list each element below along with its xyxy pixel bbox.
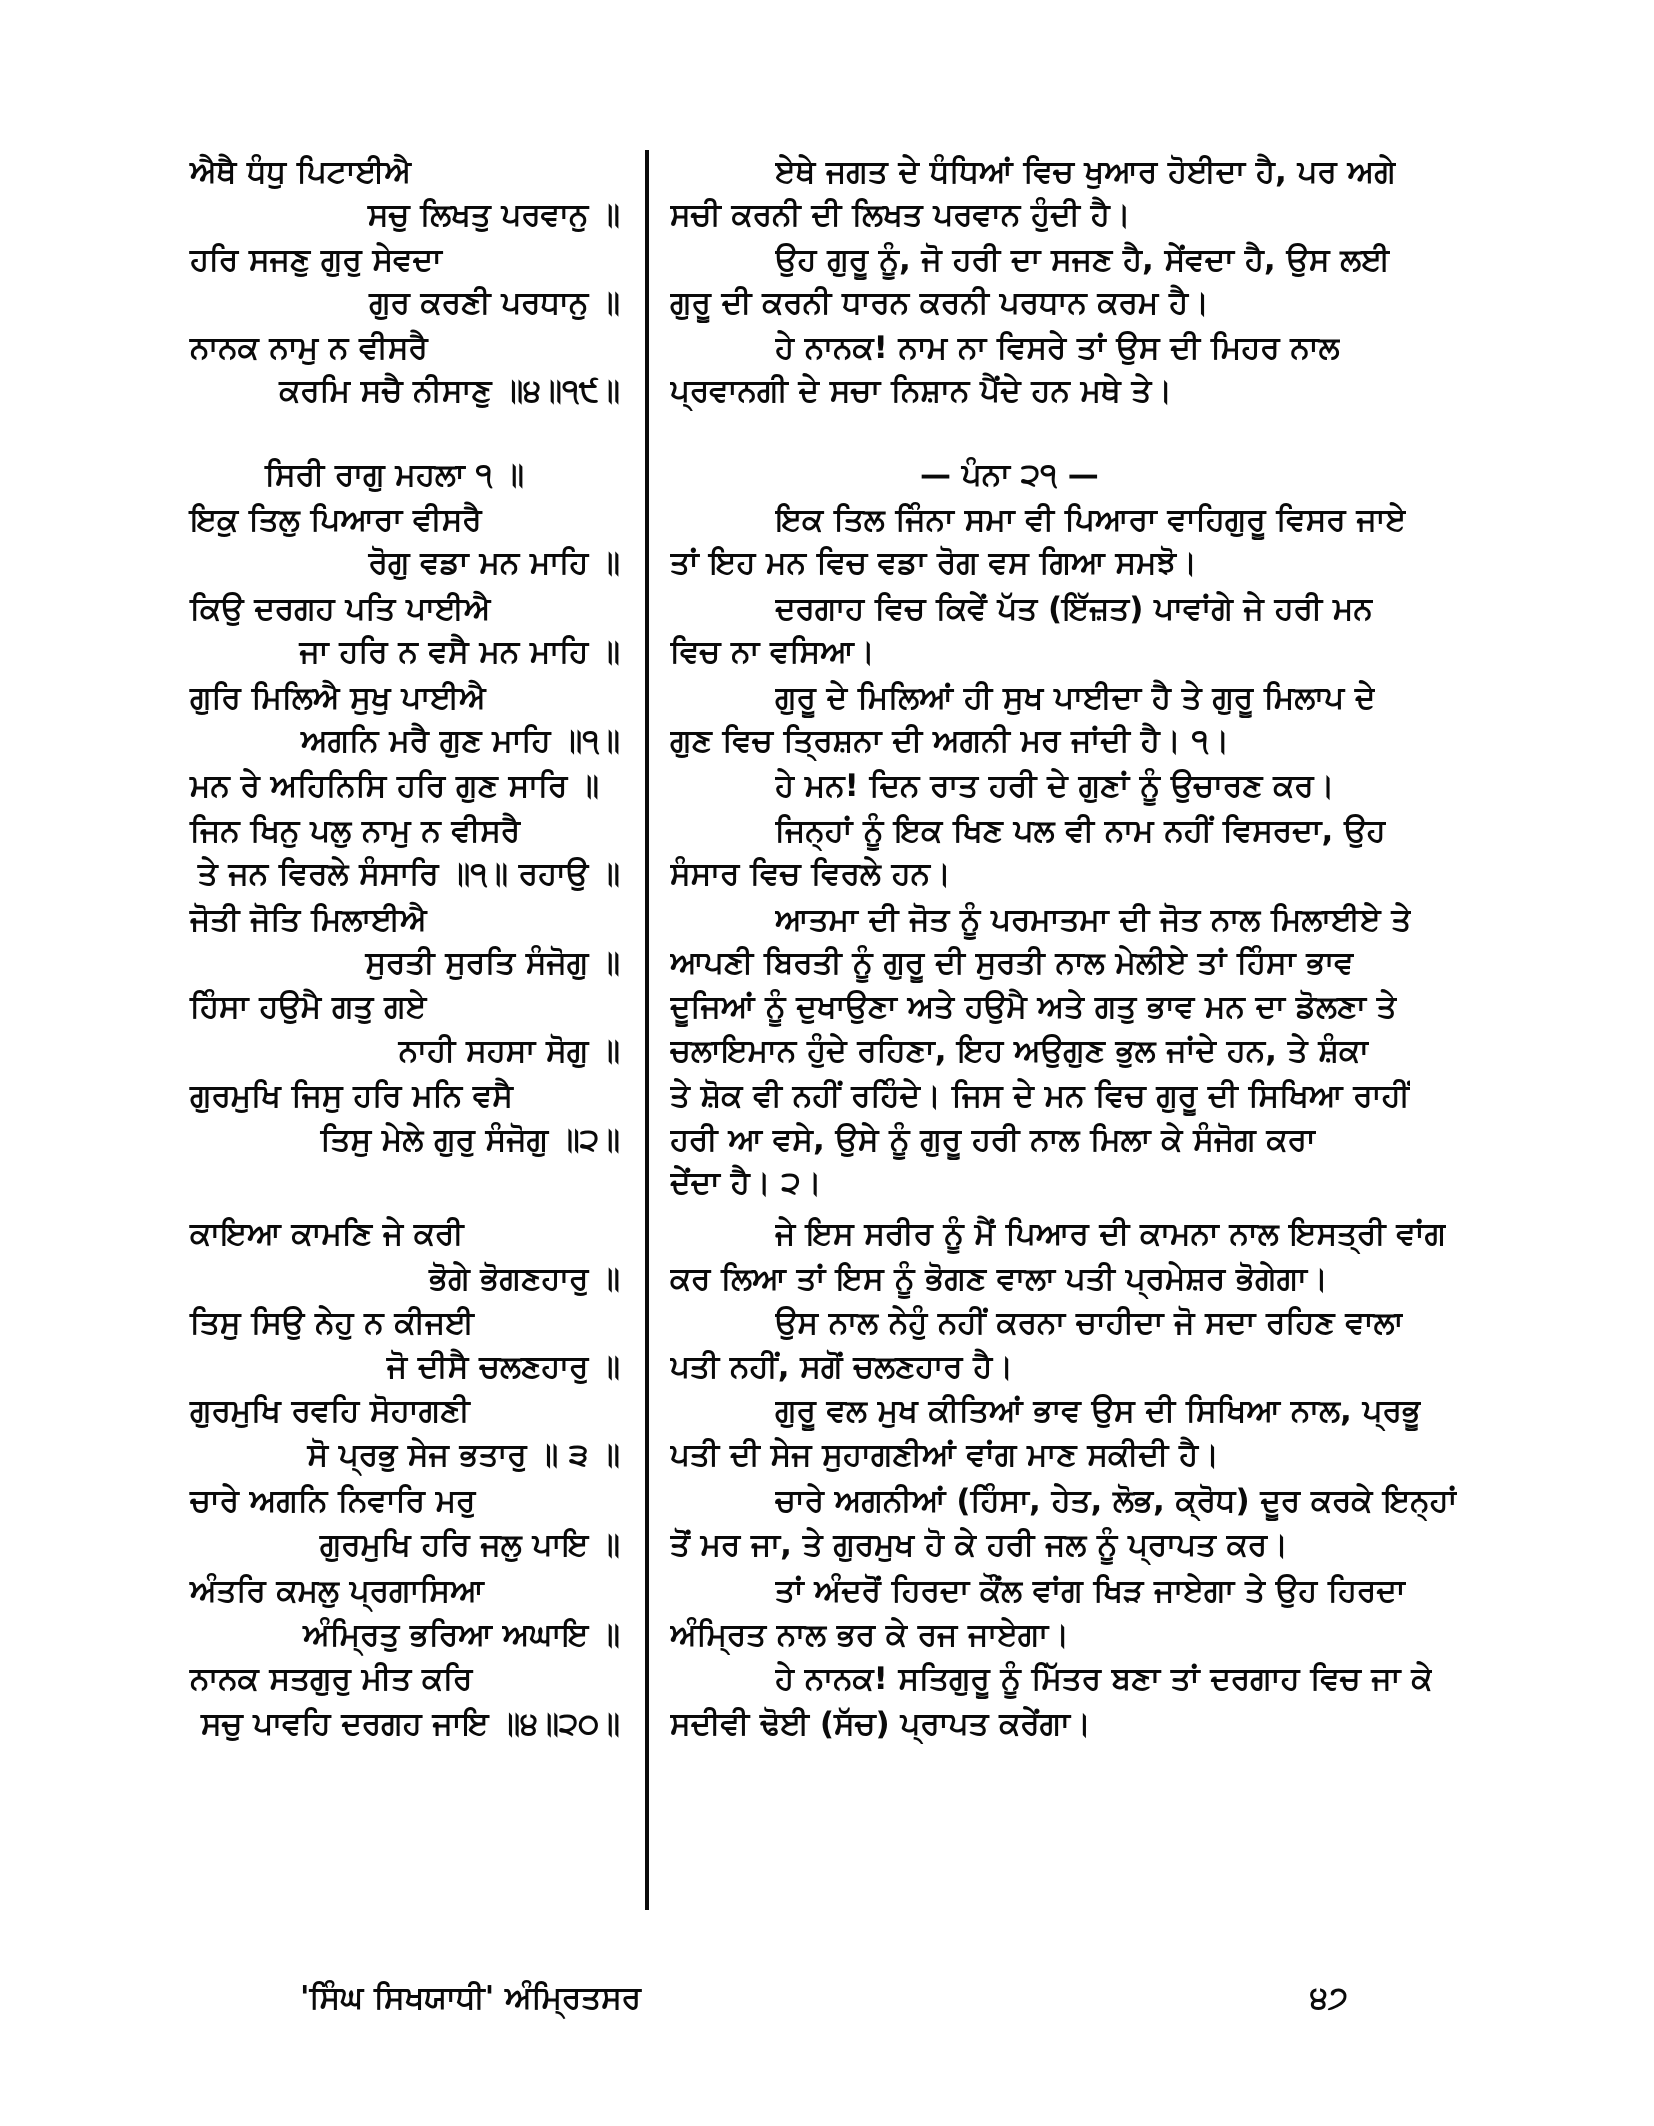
gurbani-line: ਤਿਸੁ ਸਿਉ ਨੇਹੁ ਨ ਕੀਜਈ	[190, 1305, 474, 1341]
translation-line: ਵਿਚ ਨਾ ਵਸਿਆ।	[670, 634, 875, 670]
translation-line: ਸੰਸਾਰ ਵਿਚ ਵਿਰਲੇ ਹਨ।	[670, 856, 951, 892]
gurbani-line: ਕਰਮਿ ਸਚੈ ਨੀਸਾਣੁ ॥੪॥੧੯॥	[279, 373, 620, 409]
translation-line: ਗੁਰੂ ਵਲ ਮੁਖ ਕੀਤਿਆਂ ਭਾਵ ਉਸ ਦੀ ਸਿਖਿਆ ਨਾਲ, ਪ੍ਰਭੂ	[775, 1393, 1421, 1429]
gurbani-line: ਕਿਉ ਦਰਗਹ ਪਤਿ ਪਾਈਐ	[190, 591, 491, 627]
translation-line: ਉਹ ਗੁਰੂ ਨੂੰ, ਜੋ ਹਰੀ ਦਾ ਸਜਣ ਹੈ, ਸੇਂਵਦਾ ਹੈ, ਉਸ ਲਈ	[775, 242, 1391, 278]
translation-line: ਕਰ ਲਿਆ ਤਾਂ ਇਸ ਨੂੰ ਭੋਗਣ ਵਾਲਾ ਪਤੀ ਪ੍ਰਮੇਸ਼ਰ ਭੋਗੇਗਾ।	[670, 1261, 1328, 1297]
translation-line: ਇਕ ਤਿਲ ਜਿੰਨਾ ਸਮਾ ਵੀ ਪਿਆਰਾ ਵਾਹਿਗੁਰੂ ਵਿਸਰ ਜਾਏ	[775, 502, 1407, 538]
gurbani-line: ਇਕੁ ਤਿਲੁ ਪਿਆਰਾ ਵੀਸਰੈ	[190, 502, 482, 538]
translation-line: ਤਾਂ ਅੰਦਰੋਂ ਹਿਰਦਾ ਕੌਂਲ ਵਾਂਗ ਖਿੜ ਜਾਏਗਾ ਤੇ ਉਹ ਹਿਰਦਾ	[775, 1573, 1406, 1609]
translation-line: ਸਦੀਵੀ ਢੋਈ (ਸੱਚ) ਪ੍ਰਾਪਤ ਕਰੇਂਗਾ।	[670, 1706, 1091, 1742]
translation-line: ਹੇ ਮਨ! ਦਿਨ ਰਾਤ ਹਰੀ ਦੇ ਗੁਣਾਂ ਨੂੰ ਉਚਾਰਣ ਕਰ।	[775, 768, 1335, 804]
translation-line: ਦੇਂਦਾ ਹੈ। ੨।	[670, 1165, 822, 1201]
publisher-credit: 'ਸਿੰਘ ਸਿਖਯਾਧੀ' ਅੰਮ੍ਰਿਤਸਰ	[300, 1980, 641, 2016]
translation-line: ਏਥੇ ਜਗਤ ਦੇ ਧੰਧਿਆਂ ਵਿਚ ਖੁਆਰ ਹੋਈਦਾ ਹੈ, ਪਰ ਅਗੇ	[775, 154, 1396, 190]
translation-line: ਸਚੀ ਕਰਨੀ ਦੀ ਲਿਖਤ ਪਰਵਾਨ ਹੁੰਦੀ ਹੈ।	[670, 197, 1131, 233]
translation-line: ਹਰੀ ਆ ਵਸੇ, ਉਸੇ ਨੂੰ ਗੁਰੂ ਹਰੀ ਨਾਲ ਮਿਲਾ ਕੇ ਸੰਜੋਗ ਕਰਾ	[670, 1122, 1316, 1158]
gurbani-line: ਮਨ ਰੇ ਅਹਿਨਿਸਿ ਹਰਿ ਗੁਣ ਸਾਰਿ ॥	[190, 768, 600, 804]
gurbani-line: ਗੁਰ ਕਰਣੀ ਪਰਧਾਨੁ ॥	[369, 285, 620, 321]
translation-line: ਗੁਰੂ ਦੇ ਮਿਲਿਆਂ ਹੀ ਸੁਖ ਪਾਈਦਾ ਹੈ ਤੇ ਗੁਰੂ ਮਿਲਾਪ ਦੇ	[775, 680, 1376, 716]
translation-line: ਚਾਰੇ ਅਗਨੀਆਂ (ਹਿੰਸਾ, ਹੇਤ, ਲੋਭ, ਕ੍ਰੋਧ) ਦੂਰ ਕਰਕੇ ਇਨ੍ਹਾਂ	[775, 1483, 1458, 1519]
gurbani-line: ਐਥੈ ਧੰਧੁ ਪਿਟਾਈਐ	[190, 154, 411, 190]
gurbani-line: ਸੁਰਤੀ ਸੁਰਤਿ ਸੰਜੋਗੁ ॥	[365, 945, 620, 981]
translation-line: ਪਤੀ ਨਹੀਂ, ਸਗੋਂ ਚਲਣਹਾਰ ਹੈ।	[670, 1349, 1014, 1385]
gurbani-line: ਗੁਰਮੁਖਿ ਰਵਹਿ ਸੋਹਾਗਣੀ	[190, 1393, 470, 1429]
gurbani-line: ਹਿੰਸਾ ਹਉਮੈ ਗਤੁ ਗਏ	[190, 989, 427, 1025]
gurbani-line: ਗੁਰਮੁਖਿ ਹਰਿ ਜਲੁ ਪਾਇ ॥	[319, 1527, 620, 1563]
gurbani-line: ਨਾਹੀ ਸਹਸਾ ਸੋਗੁ ॥	[398, 1033, 620, 1069]
translation-line: ਦੂਜਿਆਂ ਨੂੰ ਦੁਖਾਉਣਾ ਅਤੇ ਹਉਮੈ ਅਤੇ ਗਤੁ ਭਾਵ ਮਨ ਦਾ ਡੋਲਣਾ ਤੇ	[670, 989, 1397, 1025]
page-number: ੪੭	[1310, 1980, 1348, 2016]
gurbani-line: ਗੁਰਮੁਖਿ ਜਿਸੁ ਹਰਿ ਮਨਿ ਵਸੈ	[190, 1078, 513, 1114]
translation-line: — ਪੰਨਾ ੨੧ —	[920, 457, 1099, 493]
gurbani-line: ਸੋ ਪ੍ਰਭੁ ਸੇਜ ਭਤਾਰੁ ॥ ੩ ॥	[307, 1437, 620, 1473]
translation-line: ਆਪਣੀ ਬਿਰਤੀ ਨੂੰ ਗੁਰੂ ਦੀ ਸੁਰਤੀ ਨਾਲ ਮੇਲੀਏ ਤਾਂ ਹਿੰਸਾ ਭਾਵ	[670, 945, 1354, 981]
translation-line: ਦਰਗਾਹ ਵਿਚ ਕਿਵੇਂ ਪੱਤ (ਇੱਜ਼ਤ) ਪਾਵਾਂਗੇ ਜੇ ਹਰੀ ਮਨ	[775, 591, 1373, 627]
gurbani-line: ਕਾਇਆ ਕਾਮਣਿ ਜੇ ਕਰੀ	[190, 1216, 464, 1252]
gurbani-line: ਸਚੁ ਪਾਵਹਿ ਦਰਗਹ ਜਾਇ ॥੪॥੨੦॥	[200, 1706, 620, 1742]
gurbani-line: ਜੋ ਦੀਸੈ ਚਲਣਹਾਰੁ ॥	[386, 1349, 620, 1385]
gurbani-line: ਚਾਰੇ ਅਗਨਿ ਨਿਵਾਰਿ ਮਰੁ	[190, 1483, 476, 1519]
translation-line: ਆਤਮਾ ਦੀ ਜੋਤ ਨੂੰ ਪਰਮਾਤਮਾ ਦੀ ਜੋਤ ਨਾਲ ਮਿਲਾਈਏ ਤੇ	[775, 902, 1412, 938]
gurbani-line: ਜਾ ਹਰਿ ਨ ਵਸੈ ਮਨ ਮਾਹਿ ॥	[299, 634, 620, 670]
gurbani-line: ਸਿਰੀ ਰਾਗੁ ਮਹਲਾ ੧ ॥	[265, 457, 524, 493]
translation-line: ਤੋਂ ਮਰ ਜਾ, ਤੇ ਗੁਰਮੁਖ ਹੋ ਕੇ ਹਰੀ ਜਲ ਨੂੰ ਪ੍ਰਾਪਤ ਕਰ।	[670, 1527, 1289, 1563]
translation-line: ਚਲਾਇਮਾਨ ਹੁੰਦੇ ਰਹਿਣਾ, ਇਹ ਅਉਗੁਣ ਭੁਲ ਜਾਂਦੇ ਹਨ, ਤੇ ਸ਼ੰਕਾ	[670, 1033, 1370, 1069]
translation-line: ਪ੍ਰਵਾਨਗੀ ਦੇ ਸਚਾ ਨਿਸ਼ਾਨ ਪੈਂਦੇ ਹਨ ਮਥੇ ਤੇ।	[670, 373, 1173, 409]
gurbani-line: ਅੰਮ੍ਰਿਤੁ ਭਰਿਆ ਅਘਾਇ ॥	[303, 1617, 620, 1653]
gurbani-line: ਅੰਤਰਿ ਕਮਲੁ ਪ੍ਰਗਾਸਿਆ	[190, 1573, 484, 1609]
translation-line: ਜੇ ਇਸ ਸਰੀਰ ਨੂੰ ਮੈਂ ਪਿਆਰ ਦੀ ਕਾਮਨਾ ਨਾਲ ਇਸਤ੍ਰੀ ਵਾਂਗ	[775, 1216, 1447, 1252]
translation-line: ਤਾਂ ਇਹ ਮਨ ਵਿਚ ਵਡਾ ਰੋਗ ਵਸ ਗਿਆ ਸਮਝੋ।	[670, 545, 1197, 581]
gurbani-line: ਹਰਿ ਸਜਣੁ ਗੁਰੁ ਸੇਵਦਾ	[190, 242, 442, 278]
translation-line: ਜਿਨ੍ਹਾਂ ਨੂੰ ਇਕ ਖਿਣ ਪਲ ਵੀ ਨਾਮ ਨਹੀਂ ਵਿਸਰਦਾ, ਉਹ	[775, 813, 1386, 849]
gurbani-line: ਗੁਰਿ ਮਿਲਿਐ ਸੁਖੁ ਪਾਈਐ	[190, 680, 486, 716]
translation-line: ਗੁਣ ਵਿਚ ਤ੍ਰਿਸ਼ਨਾ ਦੀ ਅਗਨੀ ਮਰ ਜਾਂਦੀ ਹੈ। ੧।	[670, 723, 1230, 759]
translation-line: ਗੁਰੂ ਦੀ ਕਰਨੀ ਧਾਰਨ ਕਰਨੀ ਪਰਧਾਨ ਕਰਮ ਹੈ।	[670, 285, 1209, 321]
gurbani-line: ਤਿਸੁ ਮੇਲੇ ਗੁਰੁ ਸੰਜੋਗੁ ॥੨॥	[320, 1122, 620, 1158]
translation-line: ਹੇ ਨਾਨਕ! ਸਤਿਗੁਰੂ ਨੂੰ ਮਿੱਤਰ ਬਣਾ ਤਾਂ ਦਰਗਾਹ ਵਿਚ ਜਾ ਕੇ	[775, 1661, 1433, 1697]
gurbani-line: ਸਚੁ ਲਿਖਤੁ ਪਰਵਾਨੁ ॥	[367, 197, 620, 233]
gurbani-line: ਰੋਗੁ ਵਡਾ ਮਨ ਮਾਹਿ ॥	[368, 545, 620, 581]
gurbani-line: ਜੋਤੀ ਜੋਤਿ ਮਿਲਾਈਐ	[190, 902, 427, 938]
gurbani-line: ਜਿਨ ਖਿਨੁ ਪਲੁ ਨਾਮੁ ਨ ਵੀਸਰੈ	[190, 813, 521, 849]
translation-line: ਅੰਮ੍ਰਿਤ ਨਾਲ ਭਰ ਕੇ ਰਜ ਜਾਏਗਾ।	[670, 1617, 1070, 1653]
column-divider	[640, 150, 654, 1910]
gurbani-line: ਤੇ ਜਨ ਵਿਰਲੇ ਸੰਸਾਰਿ ॥੧॥ ਰਹਾਉ ॥	[197, 856, 620, 892]
gurbani-line: ਭੋਗੇ ਭੋਗਣਹਾਰੁ ॥	[429, 1261, 620, 1297]
gurbani-line: ਨਾਨਕ ਸਤਗੁਰੁ ਮੀਤ ਕਰਿ	[190, 1661, 473, 1697]
gurbani-line: ਨਾਨਕ ਨਾਮੁ ਨ ਵੀਸਰੈ	[190, 330, 428, 366]
translation-line: ਪਤੀ ਦੀ ਸੇਜ ਸੁਹਾਗਣੀਆਂ ਵਾਂਗ ਮਾਣ ਸਕੀਦੀ ਹੈ।	[670, 1437, 1220, 1473]
gurbani-line: ਅਗਨਿ ਮਰੈ ਗੁਣ ਮਾਹਿ ॥੧॥	[300, 723, 620, 759]
translation-line: ਉਸ ਨਾਲ ਨੇਹੁੰ ਨਹੀਂ ਕਰਨਾ ਚਾਹੀਦਾ ਜੋ ਸਦਾ ਰਹਿਣ ਵਾਲਾ	[775, 1305, 1404, 1341]
translation-line: ਹੇ ਨਾਨਕ! ਨਾਮ ਨਾ ਵਿਸਰੇ ਤਾਂ ਉਸ ਦੀ ਮਿਹਰ ਨਾਲ	[775, 330, 1340, 366]
translation-line: ਤੇ ਸ਼ੋਕ ਵੀ ਨਹੀਂ ਰਹਿੰਦੇ। ਜਿਸ ਦੇ ਮਨ ਵਿਚ ਗੁਰੂ ਦੀ ਸਿਖਿਆ ਰਾਹੀਂ	[670, 1078, 1410, 1114]
